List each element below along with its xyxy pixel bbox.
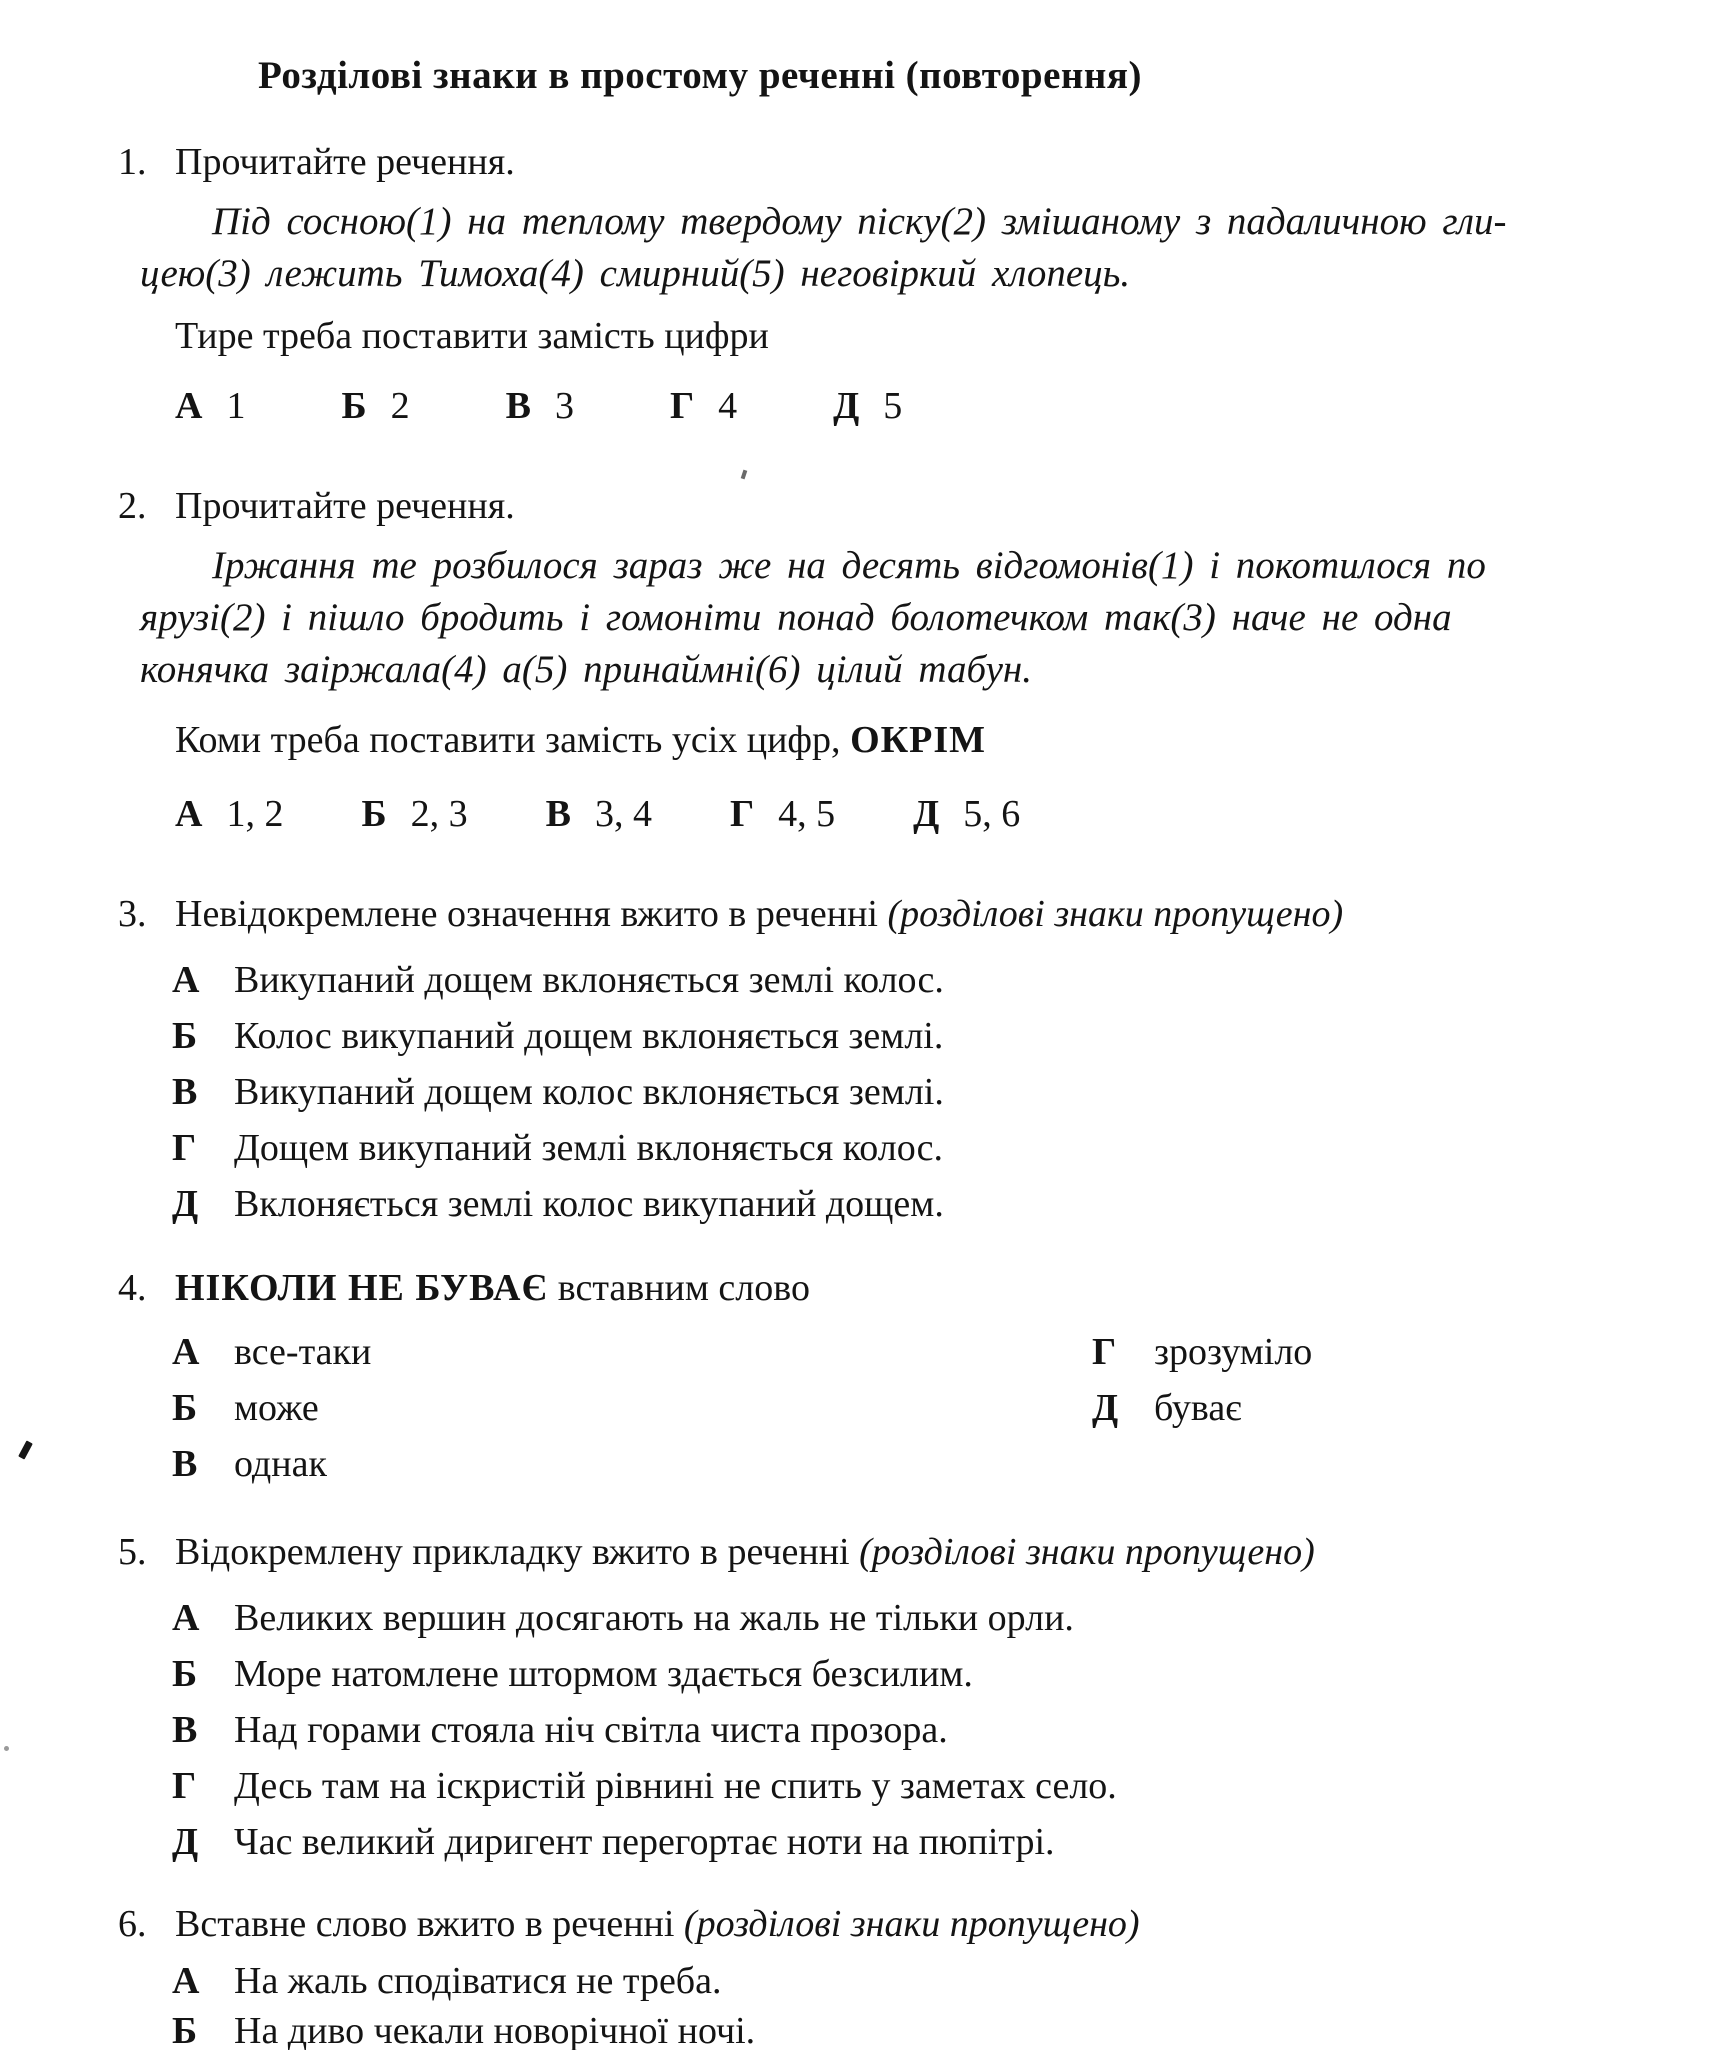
option-letter: В	[545, 793, 571, 835]
title-wrap	[0, 52, 1400, 100]
sentence-line: конячка заіржала(4) а(5) принаймні(6) цілий табун.	[140, 648, 1033, 691]
option-text: Викупаний дощем вклоняється землі колос.	[234, 959, 944, 1001]
prompt-note: (розділові знаки пропущено)	[683, 1903, 1140, 1945]
option-text: 4, 5	[778, 793, 836, 835]
option-text: 2	[390, 385, 410, 427]
question-subprompt	[0, 714, 1735, 766]
option-text: однак	[234, 1443, 327, 1485]
option-letter: А	[175, 385, 203, 427]
option-letter: Д	[913, 793, 940, 835]
option-text: Море натомлене штормом здається безсилим.	[234, 1653, 973, 1695]
option-text: Над горами стояла ніч світла чиста прозора.	[234, 1709, 948, 1751]
option-text: 1, 2	[226, 793, 284, 835]
answer-options-list	[0, 1590, 1735, 1870]
sentence-line: ярузі(2) і пішло бродить і гомоніти понад болотечком так(3) наче не одна	[140, 596, 1452, 639]
question-subprompt: Тире треба поставити замість цифри	[175, 315, 769, 357]
answer-option	[913, 788, 1020, 840]
answer-option	[175, 380, 245, 432]
answer-option	[0, 1646, 1735, 1702]
question-5	[0, 1526, 1735, 1870]
answer-options-list	[0, 952, 1735, 1232]
option-letter: Г	[729, 793, 755, 835]
option-text: все-таки	[234, 1331, 372, 1373]
question-number: 3.	[118, 893, 147, 935]
answer-option	[730, 788, 835, 840]
option-text: Колос викупаний дощем вклоняється землі.	[234, 1015, 944, 1057]
option-letter: Д	[172, 1183, 199, 1225]
option-text: може	[234, 1387, 319, 1429]
question-number: 5.	[118, 1531, 147, 1573]
option-letter: А	[172, 1597, 200, 1639]
option-text: зрозуміло	[1154, 1331, 1313, 1373]
option-letter: А	[175, 793, 203, 835]
option-letter: Б	[341, 385, 367, 427]
option-text: Великих вершин досягають на жаль не тільки орли.	[234, 1597, 1074, 1639]
option-letter: А	[172, 959, 200, 1001]
answer-option	[0, 1436, 920, 1492]
option-letter: Б	[172, 1653, 198, 1695]
question-number: 6.	[118, 1903, 147, 1945]
option-letter: Д	[833, 385, 860, 427]
answer-option	[0, 1176, 1735, 1232]
answer-option	[920, 1380, 1520, 1436]
option-letter: Б	[361, 793, 387, 835]
option-text: 4	[718, 385, 738, 427]
answer-option	[0, 1956, 1735, 2006]
option-letter: В	[172, 1071, 198, 1113]
question-prompt: Прочитайте речення.	[175, 485, 515, 527]
prompt-note: (розділові знаки пропущено)	[859, 1531, 1315, 1573]
answer-option	[175, 788, 283, 840]
answer-option	[506, 380, 574, 432]
subprompt-emphasis: ОКРІМ	[850, 719, 987, 761]
option-letter: Г	[669, 385, 695, 427]
option-letter: Г	[172, 1765, 197, 1807]
question-sentence	[140, 196, 1675, 300]
question-2	[0, 480, 1735, 840]
answer-option	[920, 1324, 1520, 1380]
question-number: 1.	[118, 141, 147, 183]
answer-option	[0, 1380, 920, 1436]
option-letter: Б	[172, 1387, 198, 1429]
option-text: На диво чекали новорічної ночі.	[234, 2010, 756, 2050]
answer-option	[0, 1702, 1735, 1758]
question-1	[0, 136, 1735, 432]
option-text: 5	[883, 385, 903, 427]
question-prompt: Прочитайте речення.	[175, 141, 515, 183]
answer-options-row	[0, 380, 1735, 432]
answer-option	[833, 380, 902, 432]
answer-option	[670, 380, 737, 432]
answer-option	[0, 1008, 1735, 1064]
subprompt-text: Коми треба поставити замість усіх цифр,	[175, 719, 851, 761]
question-prompt	[0, 1898, 1735, 1950]
answer-option	[341, 380, 409, 432]
answer-option	[0, 1590, 1735, 1646]
option-letter: Г	[1092, 1331, 1117, 1373]
scan-artifact	[741, 470, 748, 480]
option-text: 1	[226, 385, 246, 427]
question-prompt	[0, 1526, 1735, 1578]
option-letter: Г	[172, 1127, 197, 1169]
question-number: 4.	[118, 1267, 147, 1309]
prompt-text: Вставне слово вжито в реченні	[175, 1903, 684, 1945]
answer-options-list	[0, 1956, 1735, 2050]
answer-option	[0, 1758, 1735, 1814]
prompt-text: Невідокремлене означення вжито в реченні	[175, 893, 888, 935]
option-text: 2, 3	[410, 793, 468, 835]
option-letter: Б	[172, 1015, 198, 1057]
option-text: Десь там на іскристій рівнині не спить у заметах село.	[234, 1765, 1117, 1807]
prompt-note: (розділові знаки пропущено)	[887, 893, 1344, 935]
option-text: Викупаний дощем колос вклоняється землі.	[234, 1071, 944, 1113]
option-letter: Б	[172, 2010, 198, 2050]
page-title: Розділові знаки в простому реченні (повторення)	[258, 54, 1142, 97]
prompt-emphasis: НІКОЛИ НЕ БУВАЄ	[175, 1267, 549, 1309]
answer-options-row	[0, 788, 1735, 840]
option-text: На жаль сподіватися не треба.	[234, 1960, 722, 2002]
sentence-line: Під сосною(1) на теплому твердому піску(2) змішаному з падаличною гли-	[212, 200, 1507, 243]
prompt-text: вставним слово	[548, 1267, 810, 1309]
option-letter: В	[505, 385, 531, 427]
answer-option	[0, 1814, 1735, 1870]
question-sentence	[140, 540, 1675, 696]
scan-artifact	[4, 1746, 9, 1751]
question-4	[0, 1262, 1735, 1492]
answer-option	[0, 2006, 1735, 2050]
option-letter: А	[172, 1331, 200, 1373]
sentence-line: Іржання те розбилося зараз же на десять відгомонів(1) і покотилося по	[212, 544, 1486, 587]
question-6	[0, 1898, 1735, 2050]
option-text: Вклоняється землі колос викупаний дощем.	[234, 1183, 944, 1225]
answer-option	[0, 1064, 1735, 1120]
answer-option	[0, 1120, 1735, 1176]
question-prompt	[0, 888, 1735, 940]
options-column-right	[920, 1324, 1520, 1492]
option-text: 3	[554, 385, 574, 427]
answer-option	[546, 788, 652, 840]
options-column-left	[0, 1324, 920, 1492]
sentence-line: цею(3) лежить Тимоха(4) смирний(5) неговіркий хлопець.	[140, 252, 1131, 295]
question-number: 2.	[118, 485, 147, 527]
option-letter: Д	[1092, 1387, 1119, 1429]
question-prompt	[0, 1262, 1735, 1314]
question-3	[0, 888, 1735, 1232]
option-text: 5, 6	[963, 793, 1021, 835]
answer-option	[0, 1324, 920, 1380]
option-letter: В	[172, 1709, 198, 1751]
option-text: 3, 4	[594, 793, 652, 835]
answer-options-columns	[0, 1324, 1735, 1492]
option-text: Час великий диригент перегортає ноти на пюпітрі.	[234, 1821, 1055, 1863]
option-text: Дощем викупаний землі вклоняється колос.	[234, 1127, 944, 1169]
option-text: буває	[1154, 1387, 1242, 1429]
answer-option	[0, 952, 1735, 1008]
option-letter: А	[172, 1960, 200, 2002]
option-letter: В	[172, 1443, 198, 1485]
prompt-text: Відокремлену прикладку вжито в реченні	[175, 1531, 860, 1573]
answer-option	[361, 788, 467, 840]
option-letter: Д	[172, 1821, 199, 1863]
